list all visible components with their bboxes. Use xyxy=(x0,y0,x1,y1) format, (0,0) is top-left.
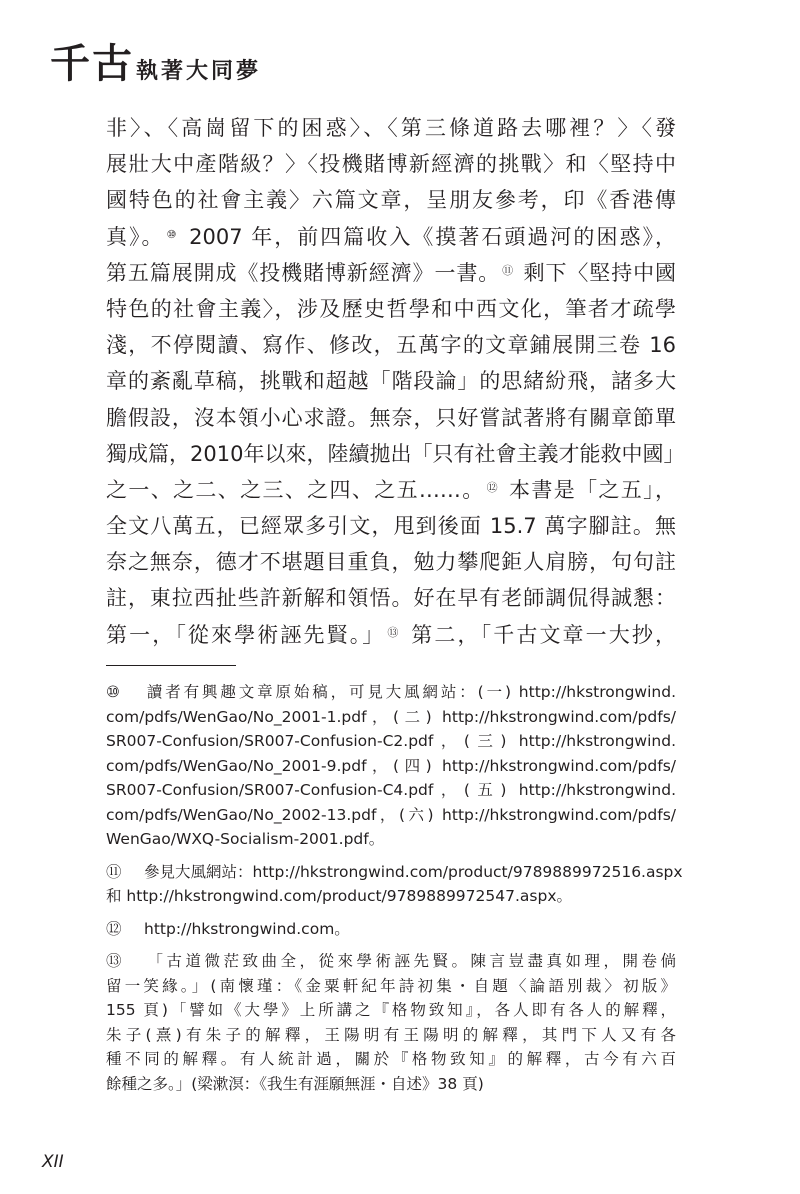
body-line-text: 第二，「千古文章一大抄， xyxy=(402,622,676,647)
footnote-line xyxy=(106,827,676,852)
footnote-line xyxy=(106,680,676,705)
footnote-text: 「古道微茫致曲全，從來學術誣先賢。陳言豈盡真如理，開卷倘 xyxy=(144,952,676,970)
footnote-number: ⑪ xyxy=(106,862,122,881)
footnote-marker: ⑩ xyxy=(166,227,179,241)
body-line: 奈之無奈，德才不堪題目重負，勉力攀爬鉅人肩膀，句句註 xyxy=(106,550,676,575)
body-line-text: 2007 年，前四篇收入《摸著石頭過河的困惑》， xyxy=(180,224,676,249)
footnote-line xyxy=(106,803,676,828)
body-line-text: 第一，「從來學術誣先賢。」 xyxy=(106,622,386,647)
body-line xyxy=(106,617,676,653)
page-number: XII xyxy=(42,1152,64,1172)
body-text xyxy=(106,110,685,653)
footnote-line xyxy=(106,884,676,909)
footnote-marker: ⑫ xyxy=(486,480,499,494)
footnote-line xyxy=(106,778,676,803)
body-line xyxy=(106,472,676,508)
footnote-text: 155 頁)「譬如《大學》上所講之『格物致知』，各人即有各人的解釋， xyxy=(106,1001,676,1019)
body-line: 特色的社會主義〉，涉及歷史哲學和中西文化，筆者才疏學 xyxy=(106,296,676,321)
footnote-line xyxy=(106,974,676,999)
footnote-text: SR007-Confusion/SR007-Confusion-C4.pdf，(五) http://hkstrongwind. xyxy=(106,781,676,799)
footnote-line xyxy=(106,917,676,942)
footnote-number: ⑬ xyxy=(106,952,122,970)
footnote-text: com/pdfs/WenGao/No_2001-9.pdf，(四) http://hkstrongwind.com/pdfs/ xyxy=(106,756,676,775)
body-line: 獨成篇，2010年以來，陸續拋出「只有社會主義才能救中國」 xyxy=(106,441,685,466)
running-header xyxy=(50,32,261,89)
body-line: 非〉、〈高崗留下的困惑〉、〈第三條道路去哪裡？〉〈發 xyxy=(106,116,676,140)
header-title-small: 執著大同夢 xyxy=(136,58,262,84)
body-line-text: 本書是「之五」， xyxy=(501,477,676,502)
footnote-line xyxy=(106,998,676,1023)
footnote-line xyxy=(106,1023,676,1048)
footnote-line xyxy=(106,729,676,754)
body-line: 膽假設，沒本領小心求證。無奈，只好嘗試著將有關章節單 xyxy=(106,405,676,430)
footnote-line xyxy=(106,705,676,730)
footnote-number: ⑫ xyxy=(106,919,122,938)
footnote-line xyxy=(106,860,683,885)
footnote-text: 朱子(熹)有朱子的解釋，王陽明有王陽明的解釋，其門下人又有各 xyxy=(106,1025,676,1044)
footnote xyxy=(106,949,676,1096)
footnote-number: ⑩ xyxy=(106,683,120,701)
body-line: 全文八萬五，已經眾多引文，甩到後面 15.7 萬字腳註。無 xyxy=(106,514,676,539)
body-line xyxy=(106,219,676,255)
footnotes xyxy=(106,680,683,1104)
body-line-text: 真》。 xyxy=(106,224,165,249)
footnote-text: http://hkstrongwind.com。 xyxy=(144,919,350,938)
body-line-text: 剩下〈堅持中國 xyxy=(516,260,676,285)
body-line: 註，東拉西扯些許新解和領悟。好在早有老師調侃得誠懇： xyxy=(106,586,676,611)
body-line xyxy=(106,255,676,291)
body-line: 章的紊亂草稿，挑戰和超越「階段論」的思緒紛飛，諸多大 xyxy=(106,369,676,394)
footnote xyxy=(106,917,676,942)
footnote-text: 參見大風網站：http://hkstrongwind.com/product/9789889972516.aspx xyxy=(144,862,683,881)
footnote-text: WenGao/WXQ-Socialism-2001.pdf。 xyxy=(106,830,385,848)
footnote-text: 和 http://hkstrongwind.com/product/9789889972547.aspx。 xyxy=(106,887,572,905)
header-title-large: 千古 xyxy=(50,40,134,87)
body-line: 展壯大中產階級？〉〈投機賭博新經濟的挑戰〉和〈堅持中 xyxy=(106,152,676,177)
footnote-marker: ⑬ xyxy=(387,625,401,639)
footnote-text: com/pdfs/WenGao/No_2002-13.pdf，(六) http://hkstrongwind.com/pdfs/ xyxy=(106,805,676,824)
footnote-line xyxy=(106,754,676,779)
footnote-rule xyxy=(106,665,236,666)
footnote-line xyxy=(106,1072,676,1097)
footnote xyxy=(106,680,676,852)
footnote-text: 種不同的解釋。有人統計過，關於『格物致知』的解釋，古今有六百 xyxy=(106,1050,676,1068)
body-line-text: 第五篇展開成《投機賭博新經濟》一書。 xyxy=(106,260,501,285)
footnote-text: 留一笑緣。」(南懷瑾：《金粟軒紀年詩初集・自題〈論語別裁〉初版》 xyxy=(106,976,676,995)
footnote-text: 讀者有興趣文章原始稿，可見大風網站：(一) http://hkstrongwind. xyxy=(144,683,676,701)
footnote-text: com/pdfs/WenGao/No_2001-1.pdf，(二) http://hkstrongwind.com/pdfs/ xyxy=(106,707,676,726)
body-line-text: 之一、之二、之三、之四、之五……。 xyxy=(106,477,485,502)
footnote-marker: ⑪ xyxy=(502,263,515,277)
body-line: 國特色的社會主義〉六篇文章，呈朋友參考，印《香港傳 xyxy=(106,188,676,213)
footnote-line xyxy=(106,1047,676,1072)
footnote-text: SR007-Confusion/SR007-Confusion-C2.pdf，(三) http://hkstrongwind. xyxy=(106,732,676,750)
body-line: 淺，不停閱讀、寫作、修改，五萬字的文章鋪展開三卷 16 xyxy=(106,333,676,358)
footnote-text: 餘種之多。」(梁漱溟：《我生有涯願無涯・自述》38 頁) xyxy=(106,1074,484,1093)
footnote-line xyxy=(106,949,676,974)
footnote xyxy=(106,860,683,909)
